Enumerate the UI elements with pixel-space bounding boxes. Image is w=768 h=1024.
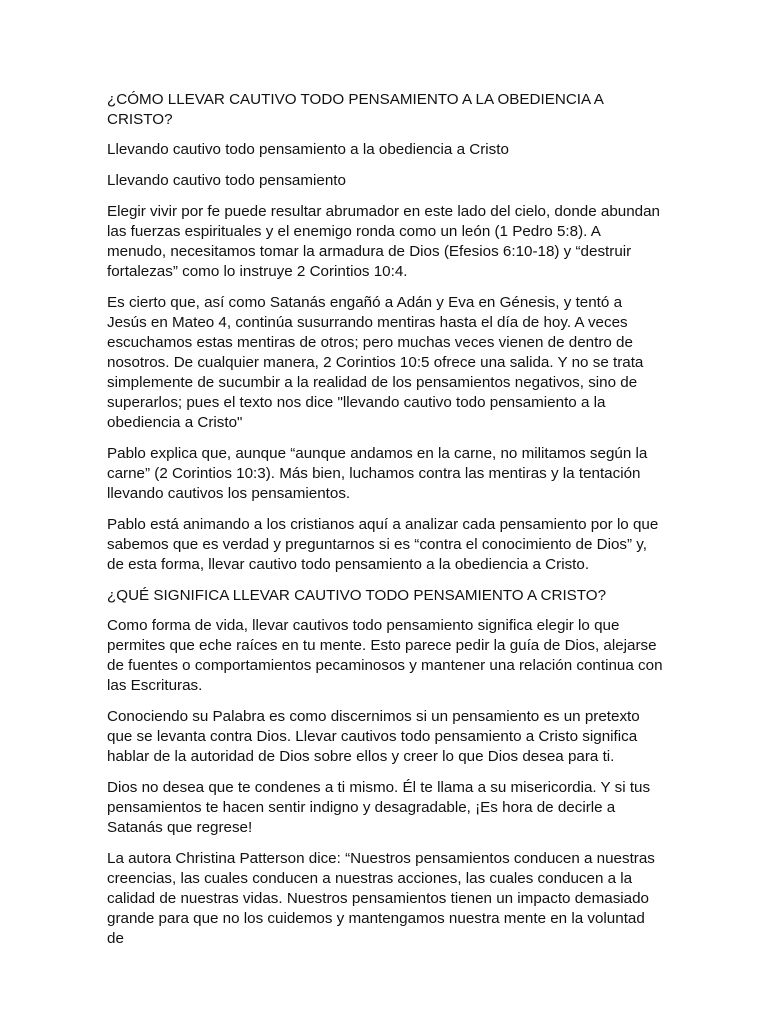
- paragraph: Dios no desea que te condenes a ti mismo. Él te llama a su misericordia. Y si tus pensamientos te hacen sentir indigno y desagradable, ¡Es hora de decirle a Satanás que regrese!: [107, 779, 651, 836]
- paragraph: Pablo explica que, aunque “aunque andamos en la carne, no militamos según la carne” (2 Corintios 10:3). Más bien, luchamos contra las mentiras y la tentación llevando cautivos los pensamientos.: [107, 445, 648, 502]
- paragraph: Como forma de vida, llevar cautivos todo pensamiento significa elegir lo que permites que eche raíces en tu mente. Esto parece pedir la guía de Dios, alejarse de fuentes o comportamientos pecaminosos y mantener una relación continua con las Escrituras.: [107, 617, 663, 694]
- document-title: ¿CÓMO LLEVAR CAUTIVO TODO PENSAMIENTO A LA OBEDIENCIA A CRISTO?: [107, 91, 603, 128]
- paragraph: Es cierto que, así como Satanás engañó a Adán y Eva en Génesis, y tentó a Jesús en Mateo 4, continúa susurrando mentiras hasta el día de hoy. A veces escuchamos estas mentiras de otros; pero muchas veces vienen de dentro de nosotros. De cualquier manera, 2 Corintios 10:5 ofrece una salida. Y no se trata simplemente de sucumbir a la realidad de los pensamientos negativos, sino de superarlos; pues el texto nos dice "llevando cautivo todo pensamiento a la obediencia a Cristo": [107, 294, 644, 431]
- section-heading: ¿QUÉ SIGNIFICA LLEVAR CAUTIVO TODO PENSAMIENTO A CRISTO?: [107, 587, 607, 604]
- subtitle-1: Llevando cautivo todo pensamiento a la obediencia a Cristo: [107, 141, 509, 158]
- paragraph: La autora Christina Patterson dice: “Nuestros pensamientos conducen a nuestras creencias, las cuales conducen a nuestras acciones, las cuales conducen a la calidad de nuestras vidas. Nuestros pensamientos tienen un impacto demasiado grande para que no los cuidemos y mantengamos nuestra mente en la voluntad de: [107, 850, 655, 947]
- paragraph: Pablo está animando a los cristianos aquí a analizar cada pensamiento por lo que sabemos que es verdad y preguntarnos si es “contra el conocimiento de Dios” y, de esta forma, llevar cautivo todo pensamiento a la obediencia a Cristo.: [107, 516, 659, 573]
- paragraph: Elegir vivir por fe puede resultar abrumador en este lado del cielo, donde abundan las fuerzas espirituales y el enemigo ronda como un león (1 Pedro 5:8). A menudo, necesitamos tomar la armadura de Dios (Efesios 6:10-18) y “destruir fortalezas” como lo instruye 2 Corintios 10:4.: [107, 203, 661, 280]
- paragraph: Conociendo su Palabra es como discernimos si un pensamiento es un pretexto que se levanta contra Dios. Llevar cautivos todo pensamiento a Cristo significa hablar de la autoridad de Dios sobre ellos y creer lo que Dios desea para ti.: [107, 708, 640, 765]
- subtitle-2: Llevando cautivo todo pensamiento: [107, 172, 346, 189]
- document-body: [107, 90, 663, 960]
